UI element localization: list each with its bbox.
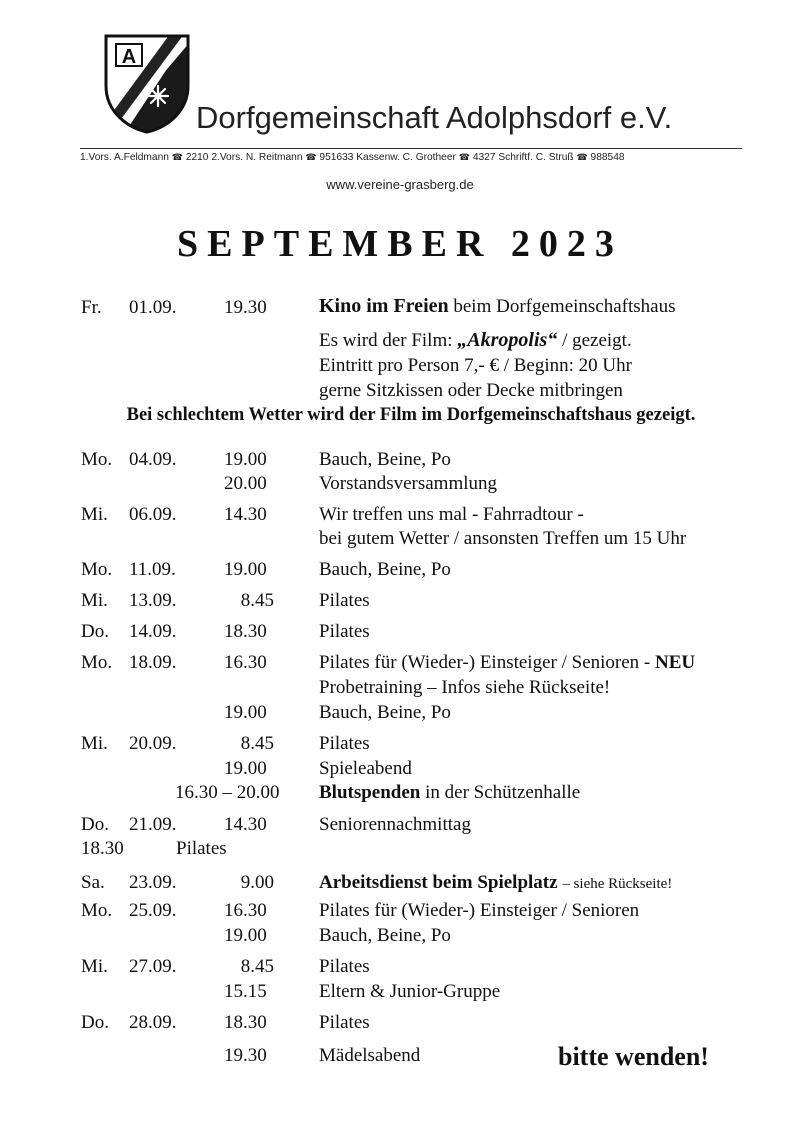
event-date: 28.09.	[129, 1012, 177, 1033]
event-description: Vorstandsversammlung	[319, 473, 498, 494]
event-day: Do.	[81, 621, 109, 642]
admission-line: Eintritt pro Person 7,- € / Beginn: 20 Uhr	[319, 355, 632, 376]
event-time: 19.30	[224, 297, 267, 318]
phone-icon: ☎	[171, 152, 183, 162]
event-day: Mo.	[81, 449, 113, 470]
see-back-note: – siehe Rückseite!	[562, 876, 673, 892]
event-day: Mo.	[81, 900, 113, 921]
film-line	[319, 330, 632, 350]
phone-icon: ☎	[305, 152, 317, 162]
event-description: Seniorennachmittag	[319, 814, 471, 835]
event-time: 9.00	[240, 872, 274, 893]
event-day: Mi.	[81, 956, 108, 977]
event-date: 25.09.	[129, 900, 177, 921]
event-time: 18.30	[224, 1012, 267, 1033]
event-description-text: in der Schützenhalle	[425, 782, 581, 803]
event-time: 16.30	[224, 900, 267, 921]
contact-2-label: 2.Vors. N. Reitmann	[211, 152, 303, 163]
club-shield-logo	[104, 34, 190, 134]
event-description: Pilates	[319, 733, 370, 754]
event-description	[319, 783, 580, 802]
event-date: 14.09.	[129, 621, 177, 642]
event-day: Mo.	[81, 652, 113, 673]
event-time: 8.45	[240, 733, 274, 754]
event-description: Spieleabend	[319, 758, 412, 779]
phone-icon: ☎	[458, 152, 470, 162]
event-date: 21.09.	[129, 814, 177, 835]
event-date: 18.09.	[129, 652, 177, 673]
event-time: 19.00	[224, 449, 267, 470]
svg-text:A: A	[121, 46, 137, 68]
month-title: SEPTEMBER 2023	[177, 223, 623, 265]
event-description: Pilates	[319, 1012, 370, 1033]
event-description: Bauch, Beine, Po	[319, 449, 451, 470]
event-time: 19.00	[224, 758, 267, 779]
event-date: 11.09.	[129, 559, 176, 580]
contact-4-phone: 988548	[590, 152, 625, 163]
event-time: 20.00	[224, 473, 267, 494]
event-description: Pilates	[319, 590, 370, 611]
event-time: 19.00	[224, 559, 267, 580]
contact-1-label: 1.Vors. A.Feldmann	[80, 152, 169, 163]
header-divider	[80, 148, 742, 149]
event-description: Wir treffen uns mal - Fahrradtour -	[319, 504, 584, 525]
event-time: 8.45	[240, 956, 274, 977]
contact-1-phone: 2210	[185, 152, 209, 163]
event-description: Eltern & Junior-Gruppe	[319, 981, 501, 1002]
event-time: 19.30	[224, 1045, 267, 1066]
event-date: 06.09.	[129, 504, 177, 525]
event-title: Kino im Freien	[319, 295, 449, 317]
event-description: Bauch, Beine, Po	[319, 925, 451, 946]
event-description: Probetraining – Infos siehe Rückseite!	[319, 677, 611, 698]
event-description: bei gutem Wetter / ansonsten Treffen um 15 Uhr	[319, 528, 687, 549]
event-day: Do.	[81, 814, 109, 835]
event-day: Mi.	[81, 590, 108, 611]
event-time: 15.15	[224, 981, 267, 1002]
event-description: Pilates	[319, 621, 370, 642]
event-description: Bauch, Beine, Po	[319, 559, 451, 580]
contact-2-phone: 951633	[319, 152, 354, 163]
event-description	[319, 653, 695, 672]
event-date: 20.09.	[129, 733, 177, 754]
event-description-text: Pilates für (Wieder-) Einsteiger / Senioren -	[319, 652, 651, 673]
event-description: Pilates	[176, 838, 227, 859]
event-date: 27.09.	[129, 956, 177, 977]
new-badge: NEU	[655, 652, 696, 673]
website-link[interactable]: www.vereine-grasberg.de	[326, 177, 474, 192]
bad-weather-note: Bei schlechtem Wetter wird der Film im Dorfgemeinschaftshaus gezeigt.	[126, 405, 696, 425]
contact-3-label: Kassenw. C. Grotheer	[356, 152, 456, 163]
film-suffix: / gezeigt.	[562, 330, 632, 351]
event-day: Mi.	[81, 733, 108, 754]
event-time: 16.30	[224, 652, 267, 673]
event-time: 19.00	[224, 925, 267, 946]
blood-donation-label: Blutspenden	[319, 782, 421, 803]
event-time: 19.00	[224, 702, 267, 723]
organization-name: Dorfgemeinschaft Adolphsdorf e.V.	[196, 100, 673, 135]
event-description: Pilates	[319, 956, 370, 977]
event-description	[319, 296, 676, 316]
event-time: 14.30	[224, 814, 267, 835]
contact-line	[80, 152, 742, 163]
event-time: 18.30	[81, 838, 124, 859]
phone-icon: ☎	[576, 152, 588, 162]
event-date: 04.09.	[129, 449, 177, 470]
event-description	[319, 873, 672, 892]
event-time: 8.45	[240, 590, 274, 611]
event-time: 14.30	[224, 504, 267, 525]
contact-4-label: Schriftf. C. Struß	[498, 152, 574, 163]
film-name: „Akropolis“	[457, 329, 558, 351]
event-time: 18.30	[224, 621, 267, 642]
bring-cushion-line: gerne Sitzkissen oder Decke mitbringen	[319, 380, 623, 401]
event-day: Mo.	[81, 559, 113, 580]
contact-3-phone: 4327	[472, 152, 496, 163]
event-day: Do.	[81, 1012, 109, 1033]
event-description: Mädelsabend	[319, 1045, 421, 1066]
event-title-rest: beim Dorfgemeinschaftshaus	[453, 296, 676, 317]
event-date: 01.09.	[129, 297, 177, 318]
event-time: 16.30 – 20.00	[175, 782, 280, 803]
event-date: 23.09.	[129, 872, 177, 893]
please-turn-note: bitte wenden!	[558, 1042, 709, 1071]
event-day: Mi.	[81, 504, 108, 525]
work-duty-label: Arbeitsdienst beim Spielplatz	[319, 872, 558, 893]
event-description: Bauch, Beine, Po	[319, 702, 451, 723]
event-day: Sa.	[81, 872, 105, 893]
event-day: Fr.	[81, 297, 102, 318]
event-description: Pilates für (Wieder-) Einsteiger / Senioren	[319, 900, 640, 921]
film-prefix: Es wird der Film:	[319, 330, 453, 351]
event-date: 13.09.	[129, 590, 177, 611]
